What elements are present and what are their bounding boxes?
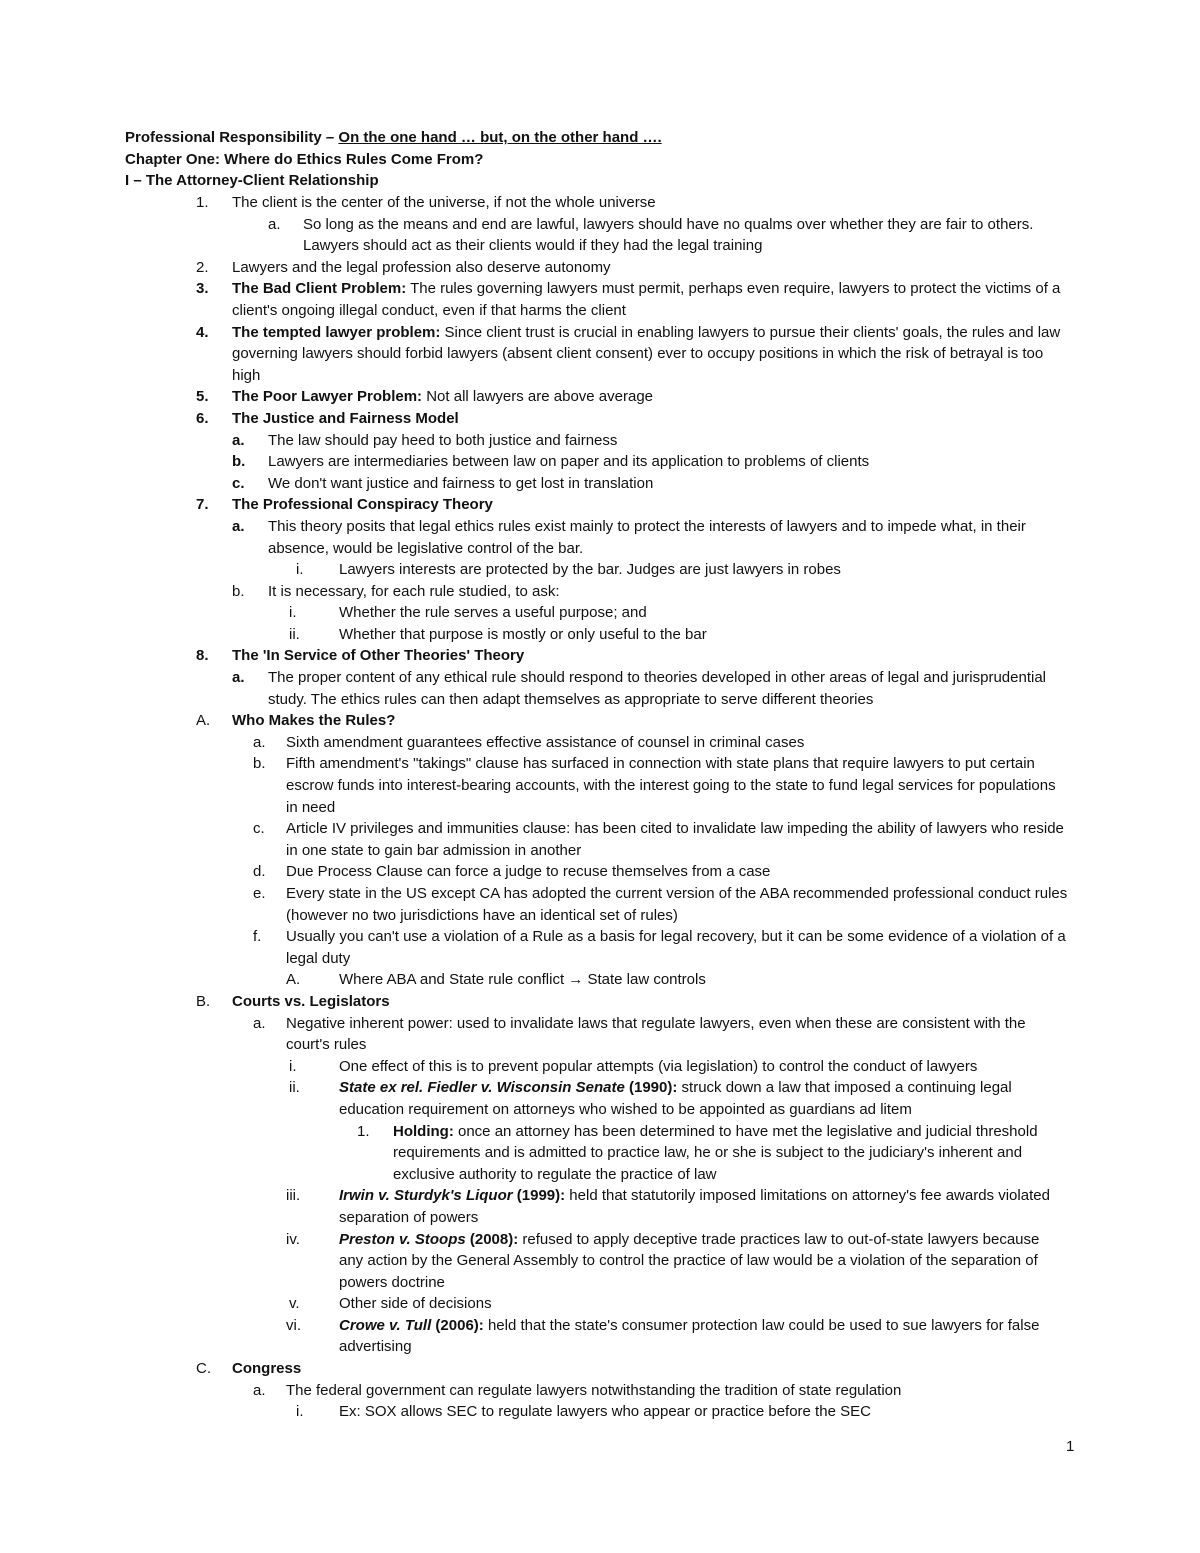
item-title: The Justice and Fairness Model <box>232 409 459 427</box>
case-year: (1999): <box>512 1187 566 1205</box>
list-item <box>0 430 1200 452</box>
list-marker: 1. <box>196 194 209 211</box>
list-item-text: It is necessary, for each rule studied, to ask: <box>268 582 560 600</box>
item-title: The 'In Service of Other Theories' Theory <box>232 647 525 665</box>
list-marker: c. <box>253 820 265 838</box>
section-heading: I – The Attorney-Client Relationship <box>125 172 379 190</box>
list-marker: i. <box>289 1057 297 1075</box>
list-marker: ii. <box>289 625 300 643</box>
list-item <box>0 408 1200 430</box>
list-item-text <box>232 710 1067 732</box>
page-number: 1 <box>1066 1438 1075 1455</box>
list-marker: A. <box>196 712 211 730</box>
list-marker: f. <box>253 928 262 946</box>
list-item-text: The federal government can regulate lawyers notwithstanding the tradition of state regulation <box>286 1381 902 1399</box>
case-name: State ex rel. Fiedler v. Wisconsin Senate <box>339 1079 625 1097</box>
list-marker: A. <box>286 971 301 989</box>
list-marker: a. <box>253 1381 266 1399</box>
item-title: Who Makes the Rules? <box>232 712 396 730</box>
list-item <box>0 559 1200 581</box>
list-item <box>0 1315 1200 1358</box>
item-title: The Bad Client Problem: <box>232 280 407 298</box>
list-marker: a. <box>232 669 245 687</box>
list-item <box>0 926 1200 969</box>
list-marker: i. <box>296 1403 304 1421</box>
list-marker: 7. <box>196 496 209 514</box>
case-name: Irwin v. Sturdyk's Liquor <box>339 1187 513 1205</box>
list-item <box>0 451 1200 473</box>
list-item-text: The proper content of any ethical rule should respond to theories developed in other areas of legal and jurisprudential study. The ethics rules can then adapt themselves as appropriate to serve different theories <box>268 669 1047 708</box>
list-marker: v. <box>289 1295 300 1313</box>
list-marker: a. <box>268 215 281 233</box>
list-item <box>0 624 1200 646</box>
list-item-text: The client is the center of the universe, if not the whole universe <box>232 194 656 211</box>
list-item <box>0 753 1200 818</box>
list-item-text <box>232 991 1067 1013</box>
list-item-text <box>232 408 1067 430</box>
list-item <box>0 1077 1200 1120</box>
list-item <box>0 861 1200 883</box>
list-item <box>0 214 1200 257</box>
list-marker: a. <box>253 733 266 751</box>
list-item <box>0 278 1200 321</box>
list-item <box>0 1401 1200 1423</box>
list-item <box>0 732 1200 754</box>
list-item-text: The tempted lawyer problem: Since client trust is crucial in enabling lawyers to pursue their clients' goals, the rules and law governing lawyers should forbid lawyers (absent client consent) ever to occupy positions in which the risk of betrayal is too high <box>232 323 1061 384</box>
item-title: The Professional Conspiracy Theory <box>232 496 493 514</box>
course-subtitle: On the one hand … but, on the other hand …. <box>338 129 662 146</box>
outline-list <box>0 192 1200 1423</box>
list-item-text: Every state in the US except CA has adopted the current version of the ABA recommended professional conduct rules (however no two jurisdictions have an identical set of rules) <box>286 885 1068 924</box>
case-year: (1990): <box>624 1079 678 1097</box>
list-marker: ii. <box>289 1079 300 1097</box>
course-title: Professional Responsibility – <box>125 129 339 146</box>
list-item-text: Holding: once an attorney has been determined to have met the legislative and judicial threshold requirements and is admitted to practice law, he or she is subject to the judiciary's inherent and exclusive authority to regulate the practice of law <box>393 1122 1038 1183</box>
chapter-heading: Chapter One: Where do Ethics Rules Come From? <box>125 150 484 168</box>
list-item <box>0 991 1200 1013</box>
list-item <box>0 667 1200 710</box>
list-item-text <box>232 1358 1067 1380</box>
list-item-text: Fifth amendment's "takings" clause has surfaced in connection with state plans that require lawyers to put certain escrow funds into interest-bearing accounts, with the interest going to the state to fund legal services for populations in need <box>286 755 1056 816</box>
list-item-text: Sixth amendment guarantees effective assistance of counsel in criminal cases <box>286 733 805 751</box>
list-item-text: Whether that purpose is mostly or only useful to the bar <box>339 625 707 643</box>
list-marker: vi. <box>286 1316 301 1334</box>
list-item-text: Due Process Clause can force a judge to recuse themselves from a case <box>286 863 771 881</box>
list-marker: 8. <box>196 647 209 665</box>
list-marker: i. <box>296 561 304 579</box>
list-item <box>0 192 1200 214</box>
list-marker: e. <box>253 885 266 902</box>
list-item <box>0 645 1200 667</box>
list-marker: 4. <box>196 323 209 341</box>
list-marker: b. <box>232 582 245 600</box>
list-item <box>0 1056 1200 1078</box>
list-item-text: Irwin v. Sturdyk's Liquor (1999): held that statutorily imposed limitations on attorney's fee awards violated separation of powers <box>339 1187 1050 1226</box>
list-item-text: The Poor Lawyer Problem: Not all lawyers are above average <box>232 388 654 406</box>
list-item <box>0 581 1200 603</box>
list-item <box>0 602 1200 624</box>
list-item-text: Preston v. Stoops (2008): refused to apply deceptive trade practices law to out-of-state lawyers because any action by the General Assembly to control the practice of law would be a violation of the separation of powers doctrine <box>339 1230 1040 1291</box>
list-item-text: Crowe v. Tull (2006): held that the state's consumer protection law could be used to sue lawyers for false advertising <box>339 1316 1040 1356</box>
list-item-text: Article IV privileges and immunities clause: has been cited to invalidate law impeding the ability of lawyers who reside in one state to gain bar admission in another <box>286 820 1064 859</box>
list-item <box>0 473 1200 495</box>
list-item <box>0 1013 1200 1056</box>
list-item <box>0 516 1200 559</box>
list-marker: 5. <box>196 388 209 406</box>
list-marker: 1. <box>357 1122 370 1140</box>
list-item <box>0 257 1200 279</box>
list-item-text: One effect of this is to prevent popular attempts (via legislation) to control the conduct of lawyers <box>339 1057 978 1075</box>
list-marker: 2. <box>196 258 209 276</box>
list-marker: b. <box>253 755 266 773</box>
list-item <box>0 1229 1200 1294</box>
list-item-text: This theory posits that legal ethics rules exist mainly to protect the interests of lawyers and to impede what, in their absence, would be legislative control of the bar. <box>268 517 1026 557</box>
list-item <box>0 883 1200 926</box>
list-item-text: State ex rel. Fiedler v. Wisconsin Senate (1990): struck down a law that imposed a continuing legal education requirement on attorneys who wished to be appointed as guardians ad litem <box>339 1079 1012 1118</box>
case-year: (2008): <box>465 1230 519 1248</box>
course-title-line <box>125 127 1085 149</box>
document-header <box>125 127 1085 192</box>
list-item-text: So long as the means and end are lawful, lawyers should have no qualms over whether they are fair to others. Lawyers should act as their clients would if they had the legal training <box>303 215 1034 255</box>
list-item <box>0 969 1200 991</box>
list-item-text: Ex: SOX allows SEC to regulate lawyers who appear or practice before the SEC <box>339 1403 871 1421</box>
item-title: Courts vs. Legislators <box>232 992 390 1010</box>
list-item <box>0 1358 1200 1380</box>
list-marker: b. <box>232 453 246 471</box>
list-item-text: Lawyers interests are protected by the bar. Judges are just lawyers in robes <box>339 561 841 579</box>
list-item-text: The law should pay heed to both justice and fairness <box>268 431 618 449</box>
case-name: Preston v. Stoops <box>339 1230 466 1248</box>
list-marker: d. <box>253 863 266 881</box>
list-item-text: Lawyers are intermediaries between law on paper and its application to problems of clients <box>268 453 870 471</box>
list-item-text: The Bad Client Problem: The rules governing lawyers must permit, perhaps even require, lawyers to protect the victims of a client's ongoing illegal conduct, even if that harms the client <box>232 280 1061 319</box>
list-marker: 3. <box>196 280 209 298</box>
list-item <box>0 494 1200 516</box>
list-marker: a. <box>232 517 245 535</box>
list-item <box>0 818 1200 861</box>
list-item <box>0 1293 1200 1315</box>
list-marker: B. <box>196 992 211 1010</box>
list-item-text: Other side of decisions <box>339 1295 492 1313</box>
list-item-text <box>232 645 1067 667</box>
item-title: Congress <box>232 1360 302 1378</box>
list-item-text: Lawyers and the legal profession also deserve autonomy <box>232 258 611 276</box>
list-marker: i. <box>289 604 297 622</box>
list-marker: C. <box>196 1360 211 1378</box>
list-item <box>0 386 1200 408</box>
list-item-text: Whether the rule serves a useful purpose; and <box>339 604 647 622</box>
list-marker: 6. <box>196 409 209 427</box>
list-item-text <box>232 494 1067 516</box>
case-name: Crowe v. Tull <box>339 1316 432 1334</box>
list-item-text: Usually you can't use a violation of a Rule as a basis for legal recovery, but it can be some evidence of a violation of a legal duty <box>286 928 1066 967</box>
item-title: The Poor Lawyer Problem: <box>232 388 423 406</box>
list-item-text: We don't want justice and fairness to get lost in translation <box>268 474 654 492</box>
list-item <box>0 1121 1200 1186</box>
list-marker: a. <box>232 431 245 449</box>
list-item <box>0 1380 1200 1402</box>
list-marker: a. <box>253 1014 266 1032</box>
item-title: The tempted lawyer problem: <box>232 323 441 341</box>
list-item-text: Negative inherent power: used to invalidate laws that regulate lawyers, even when these are consistent with the court's rules <box>286 1014 1026 1054</box>
item-title: Holding: <box>393 1122 454 1140</box>
list-marker: iv. <box>286 1230 300 1248</box>
case-year: (2006): <box>431 1316 484 1334</box>
list-marker: c. <box>232 474 245 492</box>
list-item <box>0 1185 1200 1228</box>
list-item-text: Where ABA and State rule conflict → State law controls <box>339 971 706 989</box>
list-item <box>0 710 1200 732</box>
list-item <box>0 322 1200 387</box>
list-marker: iii. <box>286 1187 301 1205</box>
